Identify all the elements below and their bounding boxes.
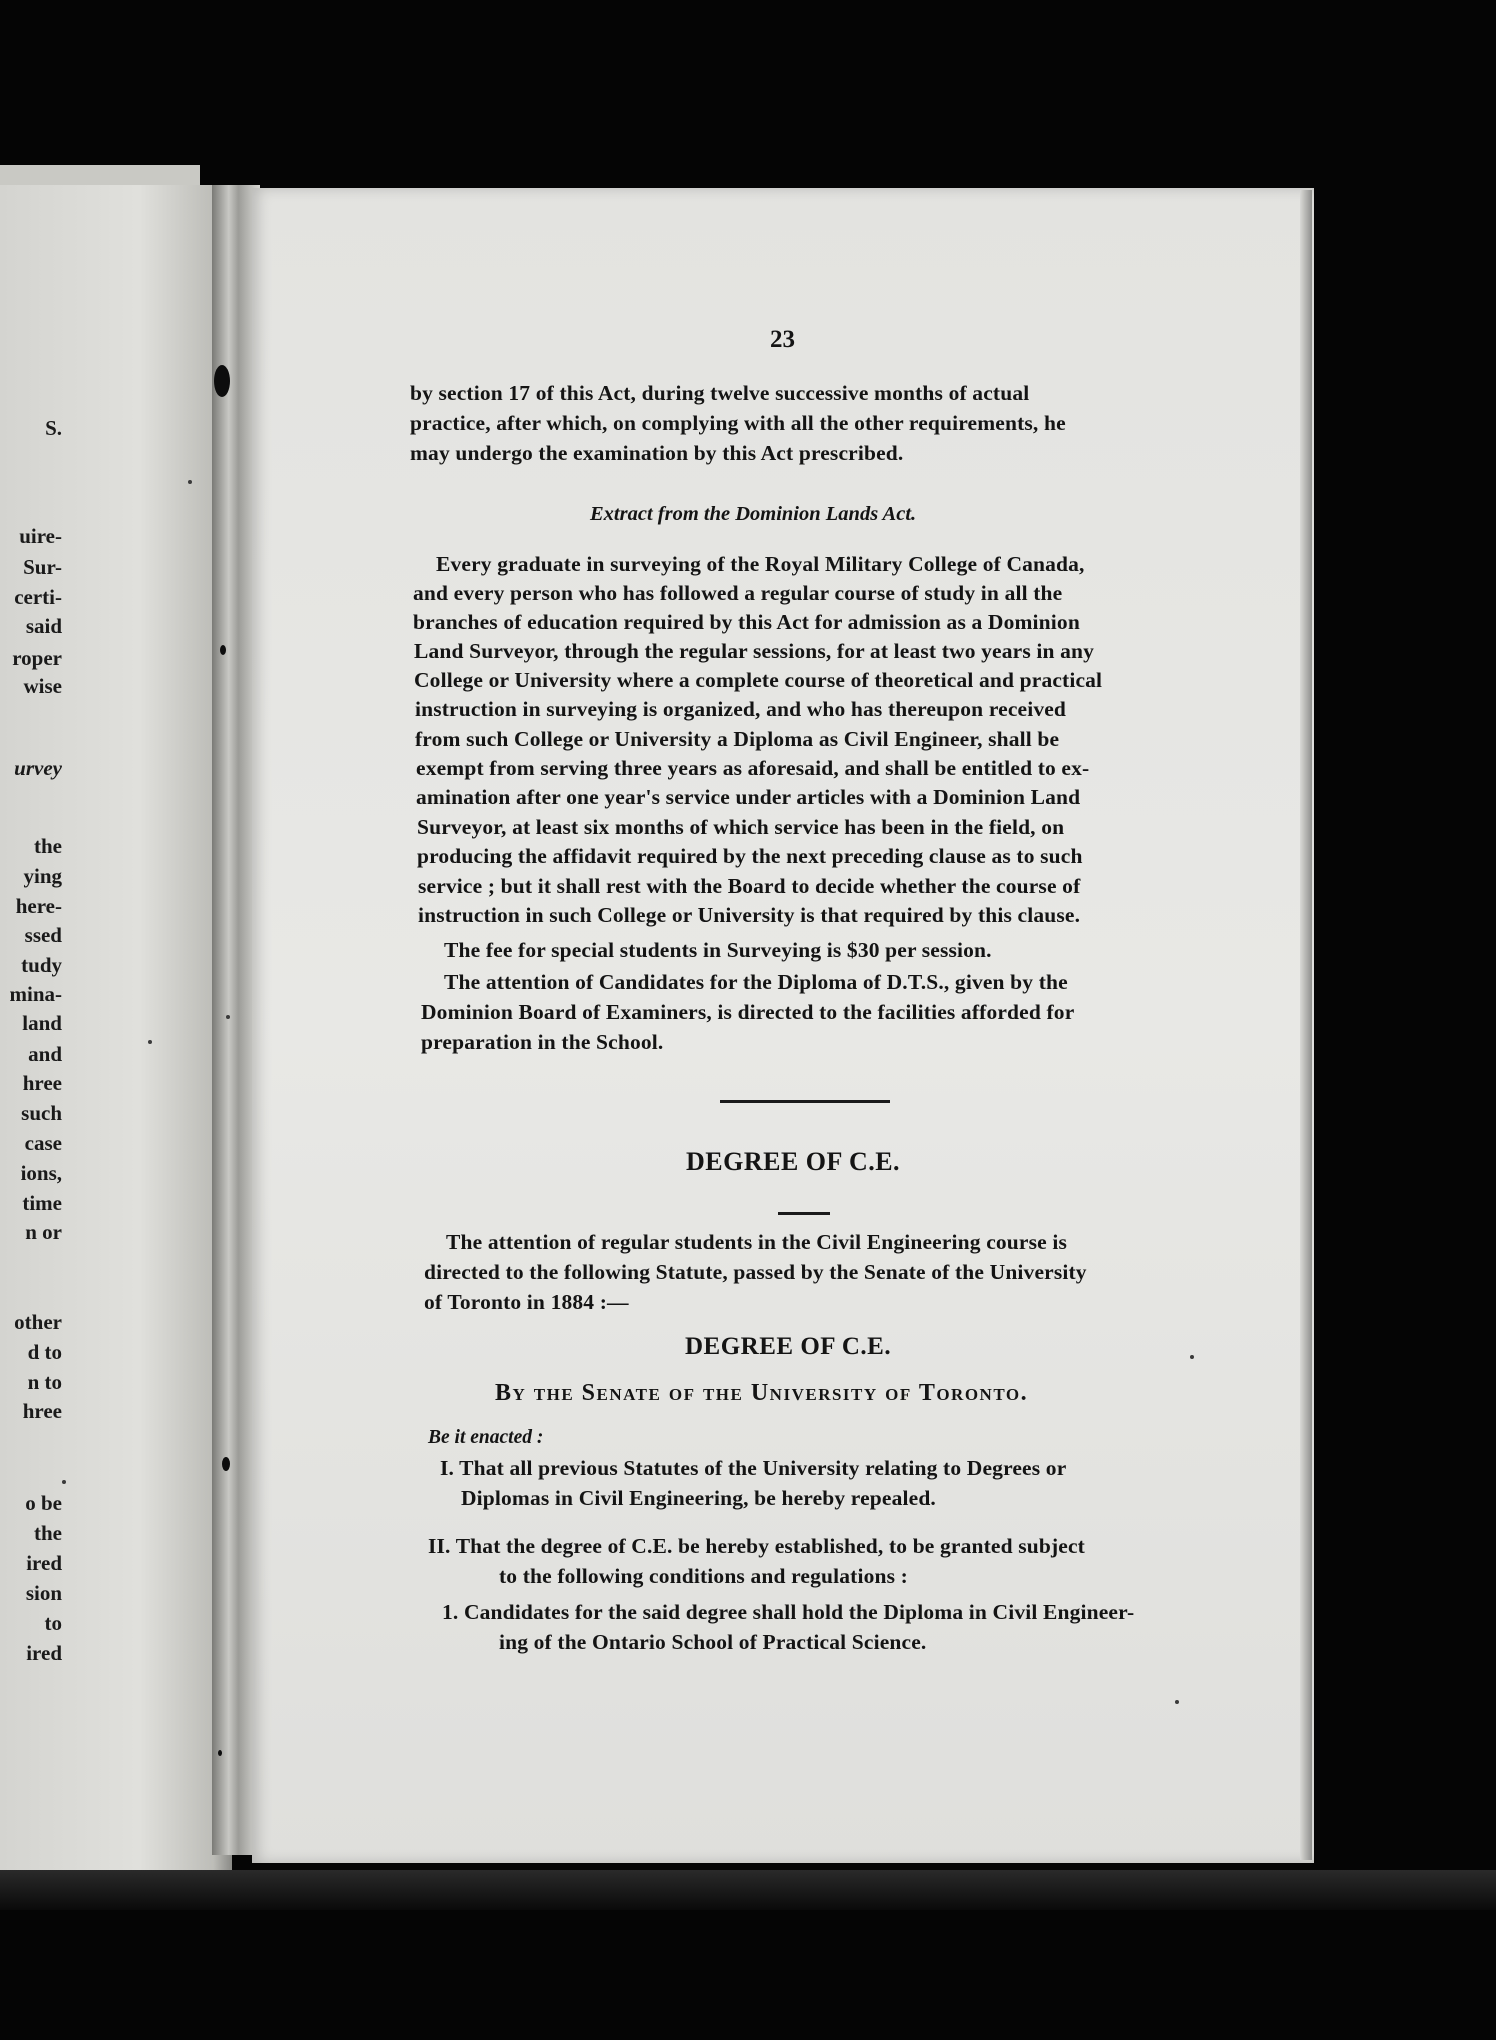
clause-I-line: I. That all previous Statutes of the University relating to Degrees or bbox=[440, 1456, 1067, 1480]
left-fragment: other bbox=[14, 1310, 62, 1334]
left-fragment: n to bbox=[27, 1370, 62, 1394]
speck bbox=[62, 1480, 66, 1484]
left-fragment: wise bbox=[23, 674, 62, 698]
clause-II-line: II. That the degree of C.E. be hereby established, to be granted subject bbox=[428, 1534, 1085, 1558]
intro-line: practice, after which, on complying with all the other requirements, he bbox=[410, 411, 1066, 435]
gutter-mark bbox=[220, 645, 226, 655]
left-fragment: such bbox=[21, 1101, 62, 1125]
left-fragment: ssed bbox=[24, 923, 62, 947]
extract-line: amination after one year's service under articles with a Dominion Land bbox=[416, 785, 1081, 809]
intro-line: by section 17 of this Act, during twelve successive months of actual bbox=[410, 381, 1030, 405]
extract-line: exempt from serving three years as aforesaid, and shall be entitled to ex- bbox=[416, 756, 1090, 780]
left-fragment: sion bbox=[25, 1581, 62, 1605]
left-fragment: urvey bbox=[14, 756, 62, 780]
extract-line: from such College or University a Diploma as Civil Engineer, shall be bbox=[415, 727, 1060, 751]
senate-line: By the Senate of the University of Toronto. bbox=[495, 1380, 1029, 1406]
left-fragment: case bbox=[24, 1131, 62, 1155]
left-fragment: o be bbox=[25, 1491, 62, 1515]
extract-line: Every graduate in surveying of the Royal Military College of Canada, bbox=[436, 552, 1085, 576]
left-fragment: and bbox=[28, 1042, 62, 1066]
right-page-edge bbox=[1300, 190, 1312, 1860]
left-fragment: d to bbox=[27, 1340, 62, 1364]
left-fragment: the bbox=[34, 834, 62, 858]
degree-heading-2: DEGREE OF C.E. bbox=[685, 1333, 892, 1360]
left-fragment: hree bbox=[22, 1071, 62, 1095]
left-fragment: time bbox=[22, 1191, 62, 1215]
extract-line: instruction in such College or University is that required by this clause. bbox=[418, 903, 1081, 927]
page-number: 23 bbox=[770, 326, 795, 353]
left-fragment: mina- bbox=[9, 982, 62, 1006]
clause-I-line: Diplomas in Civil Engineering, be hereby repealed. bbox=[461, 1486, 936, 1510]
intro-line: may undergo the examination by this Act prescribed. bbox=[410, 441, 904, 465]
left-fragment: uire- bbox=[19, 524, 62, 548]
statute-intro-line: directed to the following Statute, passed by the Senate of the University bbox=[424, 1260, 1087, 1284]
extract-heading: Extract from the Dominion Lands Act. bbox=[590, 503, 917, 525]
statute-intro-line: The attention of regular students in the Civil Engineering course is bbox=[446, 1230, 1067, 1254]
left-fragment: tudy bbox=[21, 953, 62, 977]
speck bbox=[1190, 1355, 1194, 1359]
left-fragment: Sur- bbox=[23, 555, 62, 579]
statute-intro-line: of Toronto in 1884 :— bbox=[424, 1290, 629, 1314]
left-fragment: said bbox=[25, 614, 62, 638]
left-fragment: to bbox=[44, 1611, 62, 1635]
extract-line: service ; but it shall rest with the Board to decide whether the course of bbox=[418, 874, 1081, 898]
left-fragment: land bbox=[22, 1011, 62, 1035]
left-fragment: certi- bbox=[14, 585, 62, 609]
speck bbox=[1175, 1700, 1179, 1704]
short-rule bbox=[778, 1212, 830, 1215]
left-fragment: the bbox=[34, 1521, 62, 1545]
extract-line: Surveyor, at least six months of which service has been in the field, on bbox=[417, 815, 1065, 839]
left-fragment: here- bbox=[15, 894, 62, 918]
bottom-band bbox=[0, 1870, 1496, 1910]
speck bbox=[148, 1040, 152, 1044]
dts-line: The attention of Candidates for the Diploma of D.T.S., given by the bbox=[444, 970, 1068, 994]
left-fragment: ired bbox=[26, 1551, 62, 1575]
extract-line: producing the affidavit required by the next preceding clause as to such bbox=[417, 844, 1083, 868]
speck bbox=[188, 480, 192, 484]
left-fragment: ions, bbox=[20, 1161, 62, 1185]
extract-line: and every person who has followed a regular course of study in all the bbox=[413, 581, 1063, 605]
clause-1-line: 1. Candidates for the said degree shall hold the Diploma in Civil Engineer- bbox=[442, 1600, 1135, 1624]
left-fragment: ired bbox=[26, 1641, 62, 1665]
section-rule bbox=[720, 1100, 890, 1103]
left-fragment: hree bbox=[22, 1399, 62, 1423]
clause-1-line: ing of the Ontario School of Practical Science. bbox=[499, 1630, 927, 1654]
enacted-line: Be it enacted : bbox=[428, 1427, 544, 1448]
extract-line: College or University where a complete course of theoretical and practical bbox=[414, 668, 1103, 692]
left-page-text bbox=[0, 0, 62, 2040]
extract-line: Land Surveyor, through the regular sessions, for at least two years in any bbox=[414, 639, 1095, 663]
gutter-mark bbox=[218, 1750, 222, 1756]
left-fragment: roper bbox=[12, 646, 62, 670]
dts-line: Dominion Board of Examiners, is directed to the facilities afforded for bbox=[421, 1000, 1075, 1024]
gutter-mark bbox=[222, 1457, 230, 1471]
extract-line: branches of education required by this Act for admission as a Dominion bbox=[413, 610, 1080, 634]
left-fragment: ying bbox=[23, 864, 62, 888]
dts-line: preparation in the School. bbox=[421, 1030, 664, 1054]
clause-II-line: to the following conditions and regulations : bbox=[499, 1564, 908, 1588]
left-fragment: n or bbox=[25, 1220, 62, 1244]
gutter-mark bbox=[214, 365, 230, 397]
left-fragment: S. bbox=[45, 416, 62, 440]
speck bbox=[226, 1015, 230, 1019]
fee-line: The fee for special students in Surveying is $30 per session. bbox=[444, 938, 992, 962]
degree-heading: DEGREE OF C.E. bbox=[686, 1147, 901, 1176]
extract-line: instruction in surveying is organized, and who has thereupon received bbox=[415, 697, 1067, 721]
